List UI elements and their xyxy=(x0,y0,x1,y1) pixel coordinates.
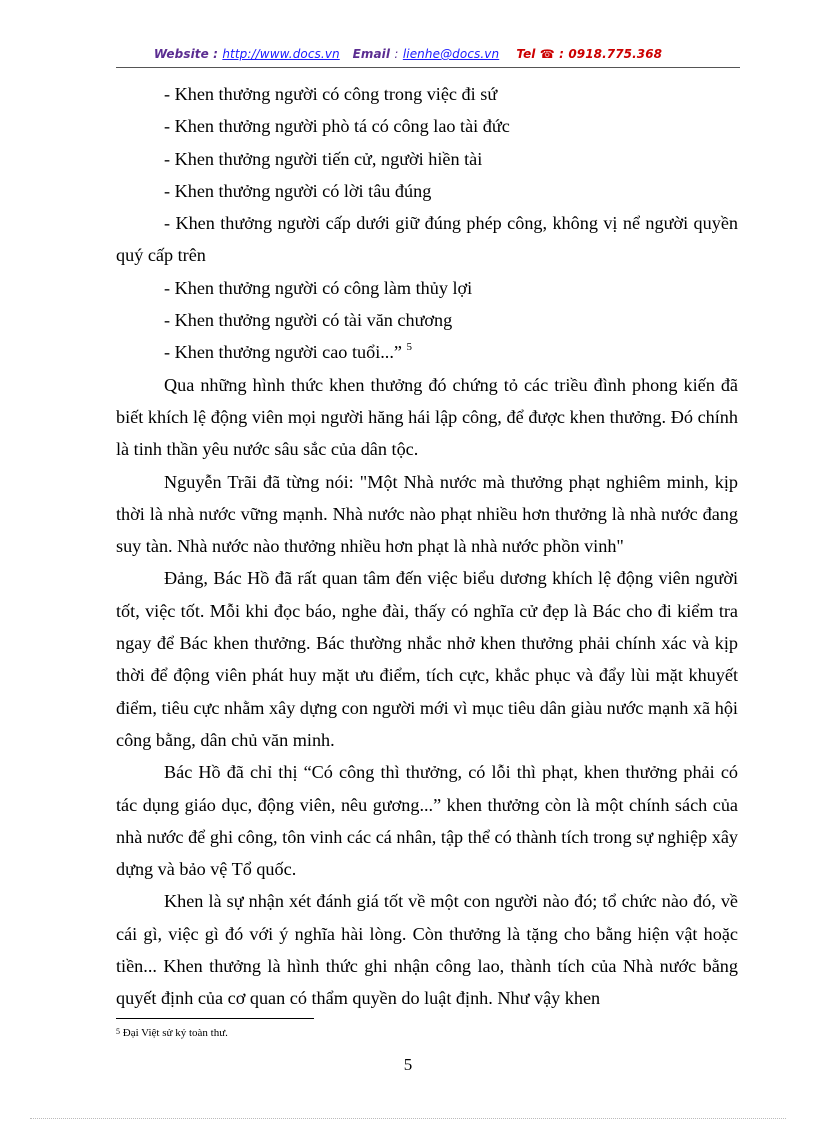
email-label: Email xyxy=(352,47,391,61)
footnote-divider xyxy=(116,1018,314,1019)
body-paragraph: Qua những hình thức khen thưởng đó chứng tỏ các triều đình phong kiến đã biết khích lệ động viên mọi người hăng hái lập công, để được khen thưởng. Đó chính là tinh thần yêu nước sâu sắc của dân tộc. xyxy=(116,374,738,460)
list-item: - Khen thưởng người có tài văn chương xyxy=(164,310,453,331)
email-link[interactable]: lienhe@docs.vn xyxy=(402,47,500,61)
body-paragraph: Đảng, Bác Hồ đã rất quan tâm đến việc biểu dương khích lệ động viên người tốt, việc tốt. Mỗi khi đọc báo, nghe đài, thấy có nghĩa cử đẹp là Bác cho đi kiểm tra ngay để Bác khen thưởng. Bác thường nhắc nhở khen thưởng phải chính xác và kịp thời để động viên phát huy mặt ưu điểm, tích cực, khắc phục và đẩy lùi mặt khuyết điểm, tiêu cực nhằm xây dựng con người mới vì mục tiêu dân giàu nước mạnh xã hội công bằng, dân chủ văn minh. xyxy=(116,568,738,750)
list-item-text: - Khen thưởng người cao tuổi...” xyxy=(164,342,402,363)
page-bottom-border xyxy=(30,1118,786,1119)
list-item: - Khen thưởng người có lời tâu đúng xyxy=(164,180,432,201)
list-item: - Khen thưởng người có công làm thủy lợi xyxy=(164,277,473,298)
header-divider xyxy=(116,67,740,68)
body-paragraph: Bác Hồ đã chỉ thị “Có công thì thưởng, có lỗi thì phạt, khen thưởng phải có tác dụng giáo dục, động viên, nêu gương...” khen thưởng còn là một chính sách của nhà nước để ghi công, tôn vinh các cá nhân, tập thể có thành tích trong sự nghiệp xây dựng và bảo vệ Tổ quốc. xyxy=(116,762,738,880)
page-number: 5 xyxy=(403,1055,413,1074)
document-body xyxy=(116,78,738,1015)
list-item xyxy=(116,336,738,368)
website-link[interactable]: http://www.docs.vn xyxy=(222,47,340,61)
list-item: - Khen thưởng người cấp dưới giữ đúng phép công, không vị nể người quyền quý cấp trên xyxy=(116,213,738,266)
tel-number: 0918.775.368 xyxy=(568,47,663,61)
page-header xyxy=(0,47,816,61)
footnote-reference[interactable]: 5 xyxy=(406,341,413,354)
footnote xyxy=(116,1027,228,1039)
list-item: - Khen thưởng người phò tá có công lao tài đức xyxy=(164,116,510,137)
footnote-text: Đại Việt sử ký toàn thư. xyxy=(122,1027,228,1039)
tel-label: Tel ☎ : xyxy=(516,47,565,61)
body-paragraph: Khen là sự nhận xét đánh giá tốt về một con người nào đó; tổ chức nào đó, về cái gì, việc gì đó với ý nghĩa hài lòng. Còn thưởng là tặng cho bằng hiện vật hoặc tiền... Khen thưởng là hình thức ghi nhận công lao, thành tích của Nhà nước bằng quyết định của cơ quan có thẩm quyền do luật định. Như vậy khen xyxy=(116,891,738,1009)
footnote-number: 5 xyxy=(116,1027,120,1036)
body-paragraph: Nguyễn Trãi đã từng nói: "Một Nhà nước mà thưởng phạt nghiêm minh, kịp thời là nhà nước vững mạnh. Nhà nước nào phạt nhiều hơn thưởng là nhà nước đang suy tàn. Nhà nước nào thưởng nhiều hơn phạt là nhà nước phồn vinh" xyxy=(116,471,738,557)
email-separator: : xyxy=(394,47,399,61)
website-label: Website : xyxy=(153,47,219,61)
list-item: - Khen thưởng người tiến cử, người hiền tài xyxy=(164,148,483,169)
list-item: - Khen thưởng người có công trong việc đi sứ xyxy=(164,84,498,104)
